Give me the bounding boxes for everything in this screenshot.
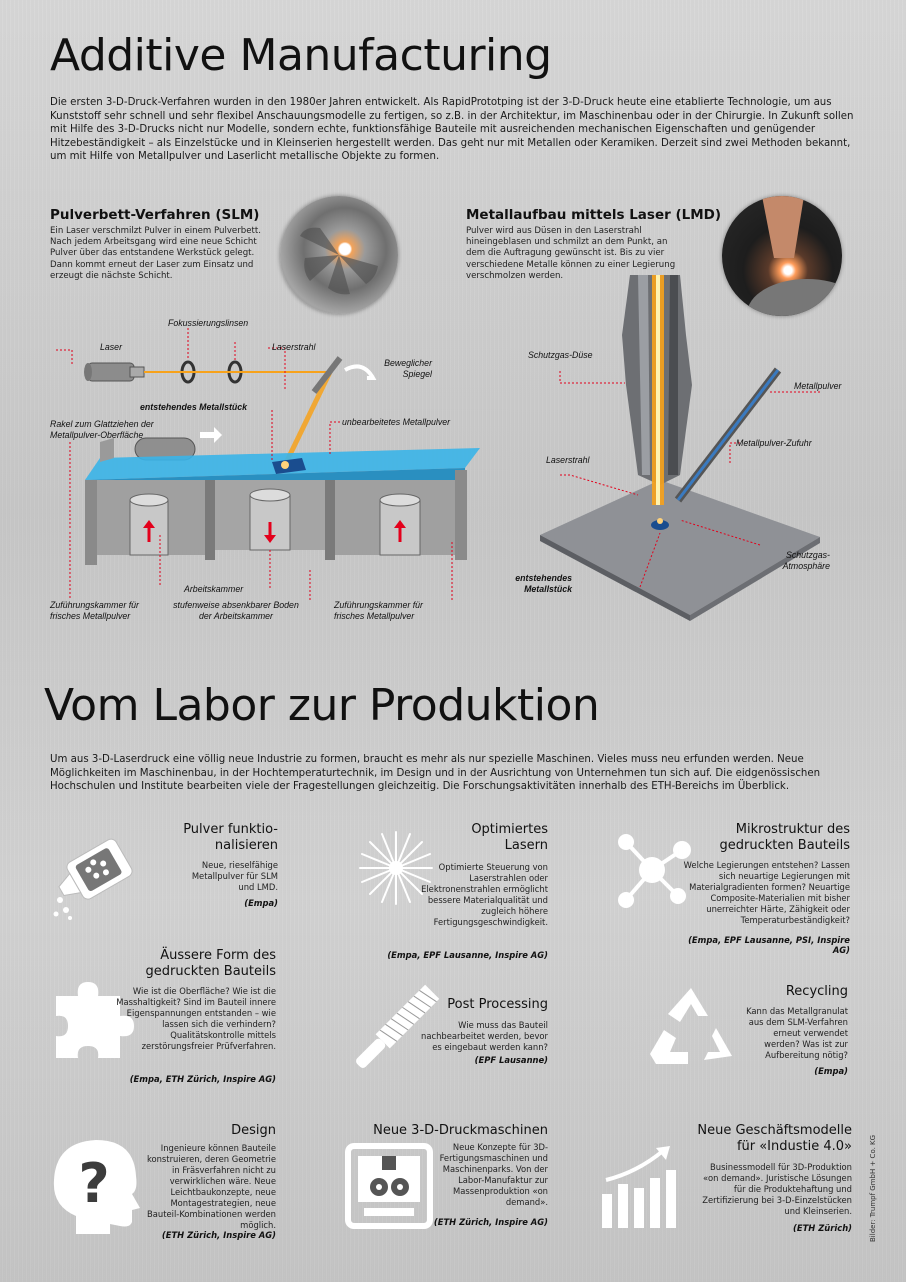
feature-7-source: (ETH Zürich, Inspire AG): [161, 1230, 276, 1240]
feature-6-text: Kann das Metallgranulat aus dem SLM-Verfahren erneut verwendet werden? Was ist zur Aufbereitung nötig?: [746, 1006, 848, 1060]
feature-9-title: Neue Geschäftsmodelle für «Industie 4.0»: [697, 1123, 852, 1154]
slm-label-laserstrahl: Laserstrahl: [272, 342, 316, 352]
section2-title: Vom Labor zur Produktion: [44, 680, 600, 731]
feature-9-source: (ETH Zürich): [793, 1223, 852, 1233]
feature-5-title: Post Processing: [447, 997, 548, 1012]
slm-title: Pulverbett-Verfahren (SLM): [50, 207, 260, 223]
lmd-label-metallpulver: Metallpulver: [794, 381, 842, 391]
feature-3-title: Mikrostruktur des gedruckten Bauteils: [719, 822, 850, 853]
feature-5-source: (EPF Lausanne): [474, 1055, 548, 1065]
svg-text:?: ?: [78, 1152, 110, 1215]
lmd-title: Metallaufbau mittels Laser (LMD): [466, 207, 722, 223]
feature-6-source: (Empa): [814, 1066, 848, 1076]
feature-4-text: Wie ist die Oberfläche? Wie ist die Masshaltigkeit? Sind im Bauteil innere Eigenspannungen entstanden – wie lassen sich die verhindern? Qualitätskontrolle mittels zerstörungsfreier Prüfverfahren.: [116, 986, 276, 1051]
feature-2-title: Optimiertes Lasern: [471, 822, 548, 853]
slm-label-werkstueck: entstehendes Metallstück: [140, 402, 248, 412]
feature-6-title: Recycling: [785, 984, 848, 999]
intro-paragraph: Die ersten 3-D-Druck-Verfahren wurden in den 1980er Jahren entwickelt. Als RapidPrototping ist der 3-D-Druck heute eine etablierte Technologie, um aus Kunststoff sehr schnell und sehr flexibel Anschauungsmodelle zu fertigen, so z.B. in der Architektur, im Maschinenbau oder in der Chirurgie. In Zukunft sollen mit Hilfe des 3-D-Drucks nicht nur Modelle, sondern echte, funktionsfähige Bauteile mit ausreichenden mechanischen Eigenschaften und genügender Hitzebeständigkeit – als Einzelstücke und in Kleinserien hergestellt werden. Das geht nur mit Metallen oder Keramiken. Derzeit sind zwei Methoden bekannt, um mit Hilfe von Metallpulver und Laserlicht metallische Objekte zu formen.: [50, 97, 854, 163]
lmd-text: Pulver wird aus Düsen in den Laserstrahl hineingeblasen und schmilzt an dem Punkt, an dem die Auftragung gewünscht ist. Bis zu vier verschiedene Metalle können zu einer Legierung verschmolzen werden.: [466, 226, 676, 281]
slm-photo: [280, 196, 398, 314]
recycling-icon: [646, 984, 736, 1070]
feature-4-title: Äussere Form des gedruckten Bauteils: [145, 948, 276, 979]
lmd-label-laserstrahl: Laserstrahl: [546, 455, 590, 465]
slm-label-zufuhr-right: Zuführungskammer für frisches Metallpulver: [334, 600, 423, 621]
feature-3-source: (Empa, EPF Lausanne, PSI, Inspire AG): [688, 935, 850, 955]
lmd-label-zufuhr: Metallpulver-Zufuhr: [736, 438, 812, 448]
feature-7-title: Design: [231, 1123, 276, 1138]
growth-chart-icon: [598, 1142, 688, 1232]
feature-3-text: Welche Legierungen entstehen? Lassen sich neuartige Legierungen mit Materialgradienten formen? Neuartige Composite-Materialien mit bisher unerreichter Härte, Zähigkeit oder Temperaturbeständigkeit?: [683, 860, 850, 925]
feature-7-text: Ingenieure können Bauteile konstruieren, deren Geometrie in Fräsverfahren nicht zu verwirklichen wäre. Neue Leichtbaukonzepte, neue Montagestrategien, neue Bauteil-Kombinationen werden möglich.: [146, 1143, 276, 1230]
slm-label-laser: Laser: [100, 342, 123, 352]
lmd-label-duese: Schutzgas-Düse: [528, 350, 593, 360]
feature-1-text: Neue, rieselfähige Metallpulver für SLM und LMD.: [191, 860, 278, 892]
slm-label-rakel: Rakel zum Glattziehen der Metallpulver-Oberfläche: [50, 419, 154, 440]
feature-1-title: Pulver funktio-nalisieren: [183, 822, 278, 853]
feature-1-source: (Empa): [244, 898, 278, 908]
lmd-label-werkstueck: entstehendes Metallstück: [515, 573, 572, 594]
feature-2-text: Optimierte Steuerung von Laserstrahlen oder Elektronenstrahlen ermöglicht bessere Materialqualität und zugleich höhere Fertigungsgeschwindigkeit.: [421, 862, 548, 927]
section2-intro: Um aus 3-D-Laserdruck eine völlig neue Industrie zu formen, braucht es mehr als nur spezielle Maschinen. Vieles muss neu erfunden werden. Neue Möglichkeiten im Maschinenbau, in der Hochtemperaturtechnik, im Design und in der Ausrichtung von Unternehmen tun sich auf. Die eidgenössischen Hochschulen und Institute bearbeiten viele der Fragestellungen gleichzeitig. Die Forschungsaktivitäten innerhalb des ETH-Bereichs im Überblick.: [50, 754, 821, 793]
page-title: Additive Manufacturing: [50, 30, 552, 81]
slm-label-zufuhr-left: Zuführungskammer für frisches Metallpulver: [50, 600, 139, 621]
slm-label-fokus: Fokussierungslinsen: [168, 318, 249, 328]
feature-5-text: Wie muss das Bauteil nachbearbeitet werden, bevor es eingebaut werden kann?: [421, 1020, 548, 1052]
turbine-icon: [280, 196, 398, 314]
slm-label-pulver: unbearbeitetes Metallpulver: [342, 417, 451, 427]
feature-8-title: Neue 3-D-Druckmaschinen: [373, 1123, 548, 1138]
feature-8-source: (ETH Zürich, Inspire AG): [433, 1217, 548, 1227]
slm-label-boden: stufenweise absenkbarer Boden der Arbeitskammer: [173, 600, 299, 621]
feature-4-source: (Empa, ETH Zürich, Inspire AG): [129, 1074, 276, 1084]
feature-9-text: Businessmodell für 3D-Produktion «on demand». Juristische Lösungen für die Produktehaftung und Zertifizierung bei 3-D-Einzelstücken und Kleinserien.: [702, 1162, 852, 1216]
feature-2-source: (Empa, EPF Lausanne, Inspire AG): [387, 950, 548, 960]
powder-bottle-icon: [50, 830, 150, 920]
slm-label-arbeitskammer: Arbeitskammer: [184, 584, 244, 594]
slm-label-spiegel: Beweglicher Spiegel: [384, 358, 432, 379]
head-question-icon: [46, 1134, 146, 1244]
lmd-label-atmosphaere: Schutzgas-Atmosphäre: [782, 550, 830, 571]
slm-text: Ein Laser verschmilzt Pulver in einem Pulverbett. Nach jedem Arbeitsgang wird eine neue Schicht Pulver über das entstandene Werkstück gelegt. Dann kommt erneut der Laser zum Einsatz und erzeugt die nächste Schicht.: [50, 226, 261, 281]
image-credit: Bilder: Trumpf GmbH + Co. KG: [869, 1134, 877, 1242]
feature-8-text: Neue Konzepte für 3D-Fertigungsmaschinen und Maschinenparks. Von der Labor-Manufaktur zur Massenproduktion «on demand».: [439, 1142, 548, 1207]
